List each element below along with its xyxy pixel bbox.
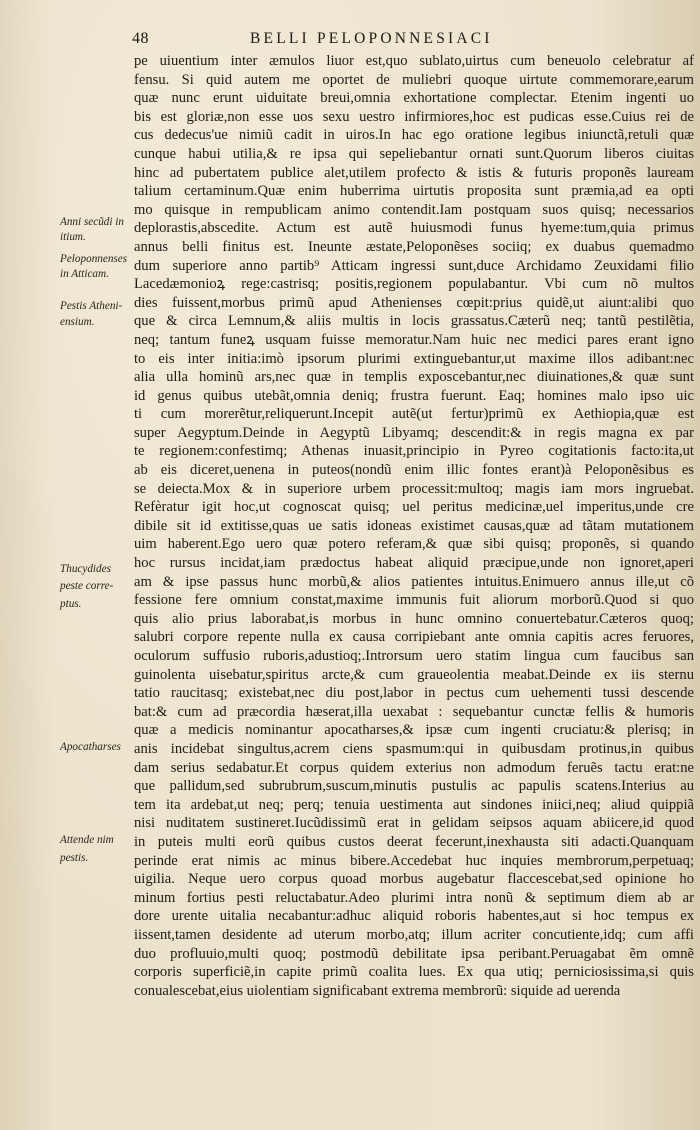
text-line: alia ulla hominũ ars,nec quæ in templis exposcebantur,nec diuinationes,& quæ sunt	[134, 369, 694, 386]
text-line: dam serius sedabatur.Et corpus quidem exterius non admodum feruẽs tactu erat:ne	[134, 759, 694, 776]
margin-note: peste corre-	[60, 580, 114, 592]
text-line: mo quisque in rempublicam animo contendit.Iam postquam suos quisq; necessarios	[134, 201, 694, 218]
text-line: duo profluuio,multi quoq; postmodũ debilitate ipsa peribant.Peruagabat ẽm omnẽ	[134, 945, 694, 962]
text-line: corporis superficiẽ,in capite primũ coalita lues. Ex qua utiq; perniciosissima,si quis	[134, 964, 694, 981]
text-line: minum fortius pesti reluctabatur.Adeo plurimi intra nonũ & septimum diem ab ar	[134, 889, 694, 906]
text-line: talium certaminum.Quæ enim huberrima uirtutis proposita sunt præmia,ad ea opti	[134, 183, 694, 200]
text-line: hoc rursus incidat,iam prædoctus habeat aliquid præcipue,unde non ignoret,aperi	[134, 555, 694, 572]
text-line: dore urente uitalia necabantur:adhuc aliquid roboris habentes,aut si hoc tempus ex	[134, 908, 694, 925]
text-line: id genus quibus utebãt,omnia deniq; frustra fuerunt. Eaq; homines malo ipso uic	[134, 387, 694, 404]
text-line: in puteis multi eorũ quibus custos deerat fecerunt,inexhausta siti adacti.Quanquam	[134, 833, 694, 850]
text-line: dibile sit id extitisse,quas ue satis idoneas existimet causas,quæ ad tãtam mutationem	[134, 517, 694, 534]
text-line: annus belli finitus est. Ineunte æstate,Peloponẽses sociiq; ex duabus quemadmo	[134, 238, 694, 255]
margin-note: Attende nim	[60, 834, 114, 846]
text-line: conualescebat,eius uiolentiam significabant extrema membrorũ: siquide ad uerenda	[134, 982, 621, 999]
margin-note: Apocatharses	[60, 741, 121, 753]
text-line: am & ipse passus hunc morbũ,& alios patientes intuitus.Enimuero annus ille,ut cõ	[134, 573, 694, 590]
body-text	[134, 52, 694, 1000]
text-line: neq; tantum funeꝝ usquam fuisse memoratur.Nam huic nec medici pares erant igno	[134, 331, 694, 348]
text-line: bis est gloriæ,non esse uos sexu uestro infirmiores,hoc est pudicas esse.Cuius rei de	[134, 108, 694, 125]
text-line: pe uiuentium inter æmulos liuor est,quo sublato,uirtus cum beneuolo celebratur af	[134, 53, 694, 69]
text-line: ti cum morerẽtur,reliquerunt.Incepit autẽ(ut fertur)primũ ex Aethiopia,quæ est	[134, 406, 694, 423]
text-line: se deiecta.Mox & in superiore urbem processit:multoq; magis iam mors ingruebat.	[134, 480, 694, 497]
margin-note: in Atticam.	[60, 268, 109, 280]
text-line: nisi nuditatem sustineret.Iucũdissimũ erat in gelidam seipsos aquam abiicere,id quod	[134, 815, 694, 832]
text-line: anis incidebat singultus,acrem ciens spasmum:qui in quibusdam protinus,in quibus	[134, 740, 694, 757]
text-line: cunque habui utilia,& re ipsa qui sepeliebantur ornati sunt.Quorum liberos ciuitas	[134, 145, 694, 162]
page-header	[132, 30, 692, 52]
text-line: perinde erat nimis ac minus bibere.Accedebat huc inquies membrorum,perpetuaq;	[134, 852, 694, 869]
margin-note: Peloponnenses	[60, 253, 128, 265]
text-line: salubri corpore repente nulla ex causa corripiebant ante omnia capitis acres feruores,	[134, 629, 694, 646]
margin-note: ptus.	[60, 598, 82, 610]
margin-note: pestis.	[60, 852, 89, 864]
text-line: ab eis diceret,uenena in puteos(nondũ enim illic fontes erant)à Peloponẽsibus es	[134, 462, 694, 479]
margin-note: Pestis Atheni-	[60, 300, 123, 312]
text-line: cus dedecus'ue nimiũ cadit in uiros.In hac ego oratione legibus iniunctã,retuli quæ	[134, 127, 694, 144]
text-line: guinolenta uisebatur,spiritus arcte,& cum graueolentia meabat.Deinde ex iis sternu	[134, 666, 694, 683]
text-line: tatio raucitasq; existebat,nec diu post,labor in pectus cum uehementi tussi descende	[134, 685, 694, 702]
text-line: que & circa Lemnum,& aliis multis in locis grassatus.Cæterũ neq; tantũ pestilẽtia,	[134, 313, 694, 330]
text-line: Refèratur igit hoc,ut cognoscat quisq; uel peritus medicinæ,uel imperitus,unde cre	[134, 499, 694, 516]
text-line: bat:& cum ad præcordia hæserat,illa uexabat : sequebantur cunctæ fellis & humoris	[134, 703, 694, 720]
running-title: BELLI PELOPONNESIACI	[250, 30, 493, 47]
margin-note: itium.	[60, 231, 86, 243]
text-line: fessione fere omnium constat,maxime immunis fuit aliorum morborũ.Quod si quo	[134, 592, 694, 609]
text-line: iissent,tamen desidente ad uterum morbo,atq; illum acriter concutiente,idq; cum affi	[134, 926, 694, 943]
text-line: hinc ad pubertatem publice alet,utilem profecto & istis & futuris proponẽs lauream	[134, 164, 694, 181]
margin-note: ensium.	[60, 316, 95, 328]
text-line: super Aegyptum.Deinde in Aegyptũ Libyamq; descendit:& in regis magna ex par	[134, 424, 694, 441]
text-line: uigilia. Neque uero corpus quoad morbus augebatur flaccescebat,sed opinione ho	[134, 871, 694, 888]
text-line: dum superiore anno partib⁹ Atticam ingressi sunt,duce Archidamo Zeuxidami filio	[134, 257, 694, 274]
text-line: tem ita ardebat,ut neq; perq; tenuia uestimenta aut sindones iniici,neq; aliud quippiã	[134, 796, 694, 813]
text-line: fensu. Si quid autem me oportet de muliebri quoque uirtute commemorare,earum	[134, 71, 694, 88]
text-line: deplorastis,abscedite. Actum est autẽ huiusmodi funus hyeme:tum,quia primus	[134, 220, 694, 237]
text-line: to eis inter initia:imò ipsorum plurimi extinguebantur,ut maxime illos adibant:nec	[134, 350, 694, 367]
margin-note: Anni secũdi in	[60, 216, 125, 228]
text-line: te regionem:confestimq; Athenas inuasit,principio in Pyreo cogitationis facto:ita,ut	[134, 443, 694, 460]
text-line: quæ nunc erunt uiduitate breui,omnia exhortatione complectar. Etenim ingenti uo	[134, 90, 694, 107]
text-line: Lacedæmonioꝝ rege:castrisq; positis,regionem populabantur. Vbi cum nõ multos	[134, 276, 694, 293]
margin-note: Thucydides	[60, 563, 111, 575]
text-line: quæ a medicis nominantur apocatharses,& ipsæ cum ingenti cruciatu:& plerisq; in	[134, 722, 694, 739]
text-line: uim haberent.Ego uero quæ potero referam,& quæ sibi quisq; proponẽs, si quando	[134, 536, 694, 553]
text-line: dies fuissent,morbus primũ apud Athenienses cœpit:prius quidẽ,ut aiunt:alibi quo	[134, 294, 694, 311]
page-number: 48	[132, 30, 149, 47]
text-line: quis alio prius laborabat,is morbus in hunc omnino conuertebatur.Cæteros quoq;	[134, 610, 694, 627]
text-line: que pallidum,sed subrubrum,suscum,minutis pustulis ac papulis scatens.Interius au	[134, 778, 694, 795]
text-line: oculorum suffusio ruboris,adustioq;.Introrsum uero statim lingua cum faucibus san	[134, 648, 694, 664]
